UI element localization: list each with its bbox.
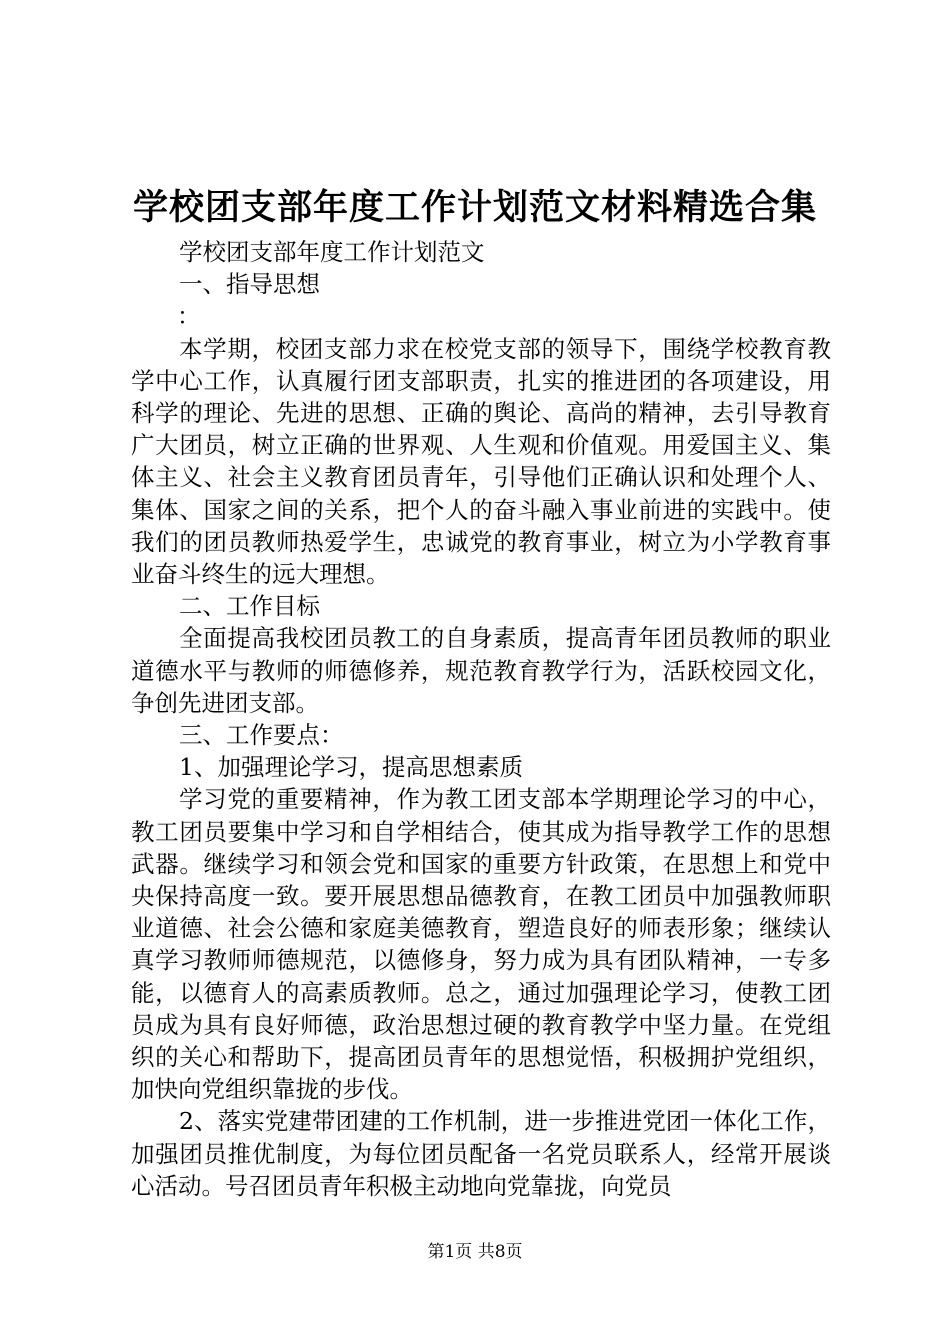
point1-paragraph: 学习党的重要精神，作为教工团支部本学期理论学习的中心，教工团员要集中学习和自学相结合，使其成为指导教学工作的思想武器。继续学习和领会党和国家的重要方针政策，在思想上和党中央保持高度一致。要开展思想品德教育，在教工团员中加强教师职业道德、社会公德和家庭美德教育，塑造良好的师表形象；继续认真学习教师师德规范，以德修身，努力成为具有团队精神，一专多能，以德育人的高素质教师。总之，通过加强理论学习，使教工团员成为具有良好师德，政治思想过硬的教育教学中坚力量。在党组织的关心和帮助下，提高团员青年的思想觉悟，积极拥护党组织，加快向党组织靠拢的步伐。 xyxy=(131,785,831,1104)
page-footer: 第1页 共8页 xyxy=(427,1242,523,1262)
document-body xyxy=(131,236,831,1202)
section2-paragraph: 全面提高我校团员教工的自身素质，提高青年团员教师的职业道德水平与教师的师德修养，规范教育教学行为，活跃校园文化，争创先进团支部。 xyxy=(131,624,831,717)
section2-heading: 二、工作目标 xyxy=(179,592,320,621)
section1-colon: ： xyxy=(177,302,201,331)
document-subtitle: 学校团支部年度工作计划范文 xyxy=(179,238,485,266)
section3-heading: 三、工作要点： xyxy=(179,721,344,750)
section1-heading: 一、指导思想 xyxy=(179,270,320,299)
section1-paragraph: 本学期，校团支部力求在校党支部的领导下，围绕学校教育教学中心工作，认真履行团支部职责，扎实的推进团的各项建设，用科学的理论、先进的思想、正确的舆论、高尚的精神，去引导教育广大团员，树立正确的世界观、人生观和价值观。用爱国主义、集体主义、社会主义教育团员青年，引导他们正确认识和处理个人、集体、国家之间的关系，把个人的奋斗融入事业前进的实践中。使我们的团员教师热爱学生，忠诚党的教育事业，树立为小学教育事业奋斗终生的远大理想。 xyxy=(131,334,831,589)
document-title: 学校团支部年度工作计划范文材料精选合集 xyxy=(132,187,817,228)
point1-heading: 1、加强理论学习，提高思想素质 xyxy=(179,753,523,782)
point2-paragraph: 2、落实党建带团建的工作机制，进一步推进党团一体化工作，加强团员推优制度，为每位团员配备一名党员联系人，经常开展谈心活动。号召团员青年积极主动地向党靠拢，向党员 xyxy=(131,1107,831,1200)
